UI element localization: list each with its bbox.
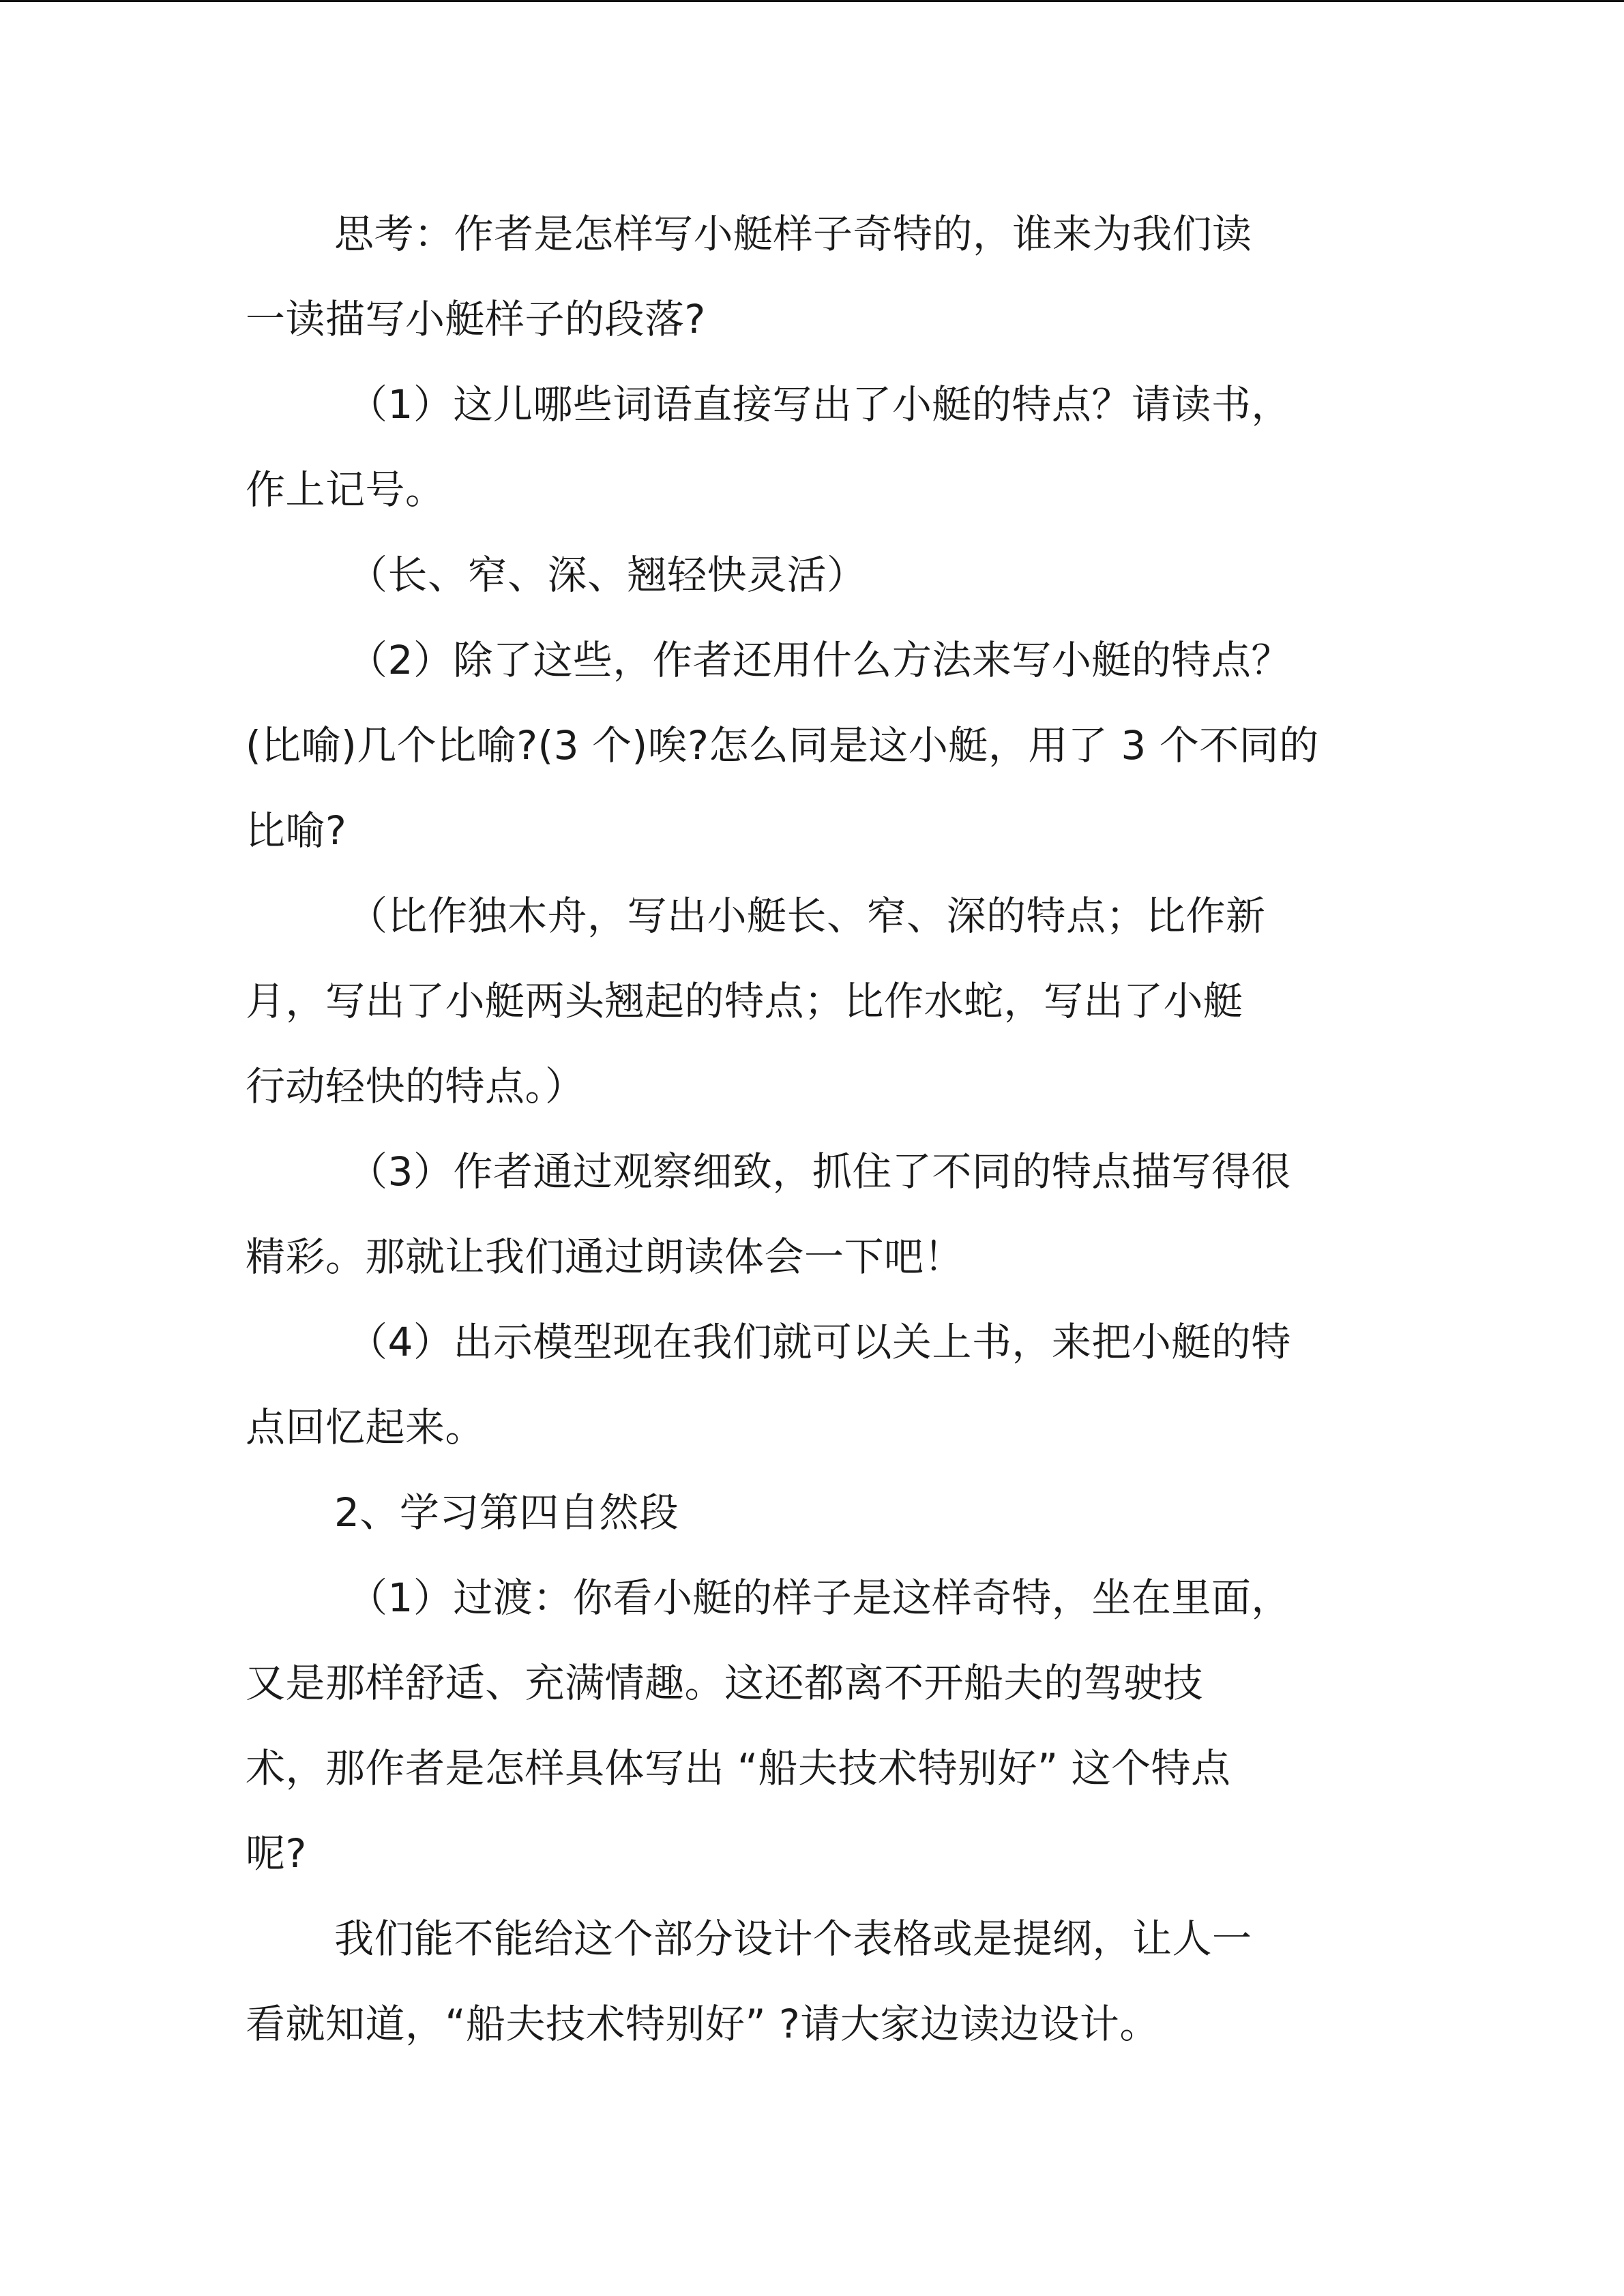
text-line: 点回忆起来。 xyxy=(246,1404,486,1450)
section-heading: 2、学习第四自然段 xyxy=(334,1489,679,1536)
text-line: （比作独木舟，写出小艇长、窄、深的特点；比作新 xyxy=(348,893,1266,939)
text-line: （4）出示模型现在我们就可以关上书，来把小艇的特 xyxy=(348,1319,1291,1365)
text-line: （1）过渡：你看小艇的样子是这样奇特，坐在里面， xyxy=(348,1575,1291,1621)
text-line: 看就知道，“船夫技术特别好” ?请大家边读边设计。 xyxy=(246,2001,1160,2047)
text-line: （3）作者通过观察细致，抓住了不同的特点描写得很 xyxy=(348,1148,1291,1195)
text-line: 行动轻快的特点。） xyxy=(246,1063,585,1109)
text-line: 精彩。那就让我们通过朗读体会一下吧！ xyxy=(246,1234,964,1280)
text-line: (比喻)几个比喻?(3 个)唉?怎么同是这小艇，用了 3 个不同的 xyxy=(246,722,1319,769)
text-line: 又是那样舒适、充满情趣。这还都离不开船夫的驾驶技 xyxy=(246,1660,1204,1706)
text-line: 作上记号。 xyxy=(246,466,445,513)
text-line: 呢? xyxy=(246,1830,307,1877)
text-line: 思考：作者是怎样写小艇样子奇特的，谁来为我们读 xyxy=(334,211,1252,257)
text-line: （2）除了这些，作者还用什么方法来写小艇的特点？ xyxy=(348,637,1291,683)
text-line: 术，那作者是怎样具体写出 “船夫技术特别好” 这个特点 xyxy=(246,1745,1231,1791)
text-line: 我们能不能给这个部分设计个表格或是提纲，让人一 xyxy=(334,1915,1252,1962)
text-line: （1）这儿哪些词语直接写出了小艇的特点？请读书， xyxy=(348,381,1291,428)
text-line: 比喻? xyxy=(246,807,347,854)
text-line: 月，写出了小艇两头翘起的特点；比作水蛇，写出了小艇 xyxy=(246,978,1243,1024)
text-line: （长、窄、深、翘轻快灵活） xyxy=(348,552,867,598)
text-line: 一读描写小艇样子的段落? xyxy=(246,296,706,342)
